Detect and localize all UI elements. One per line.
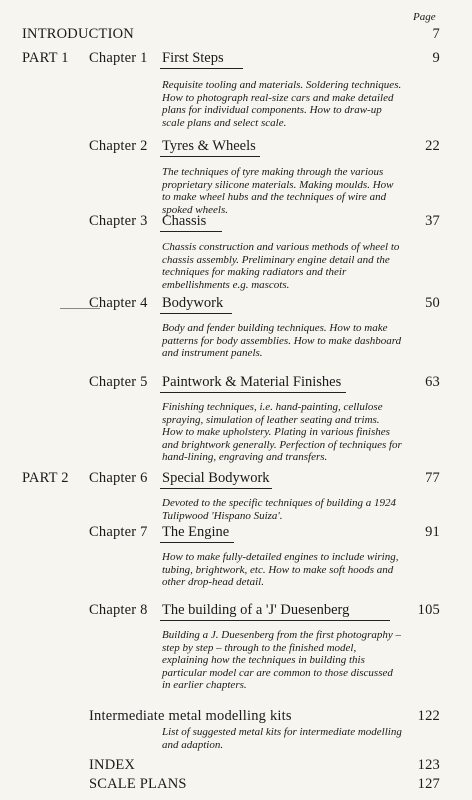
- chapter-4-title-underline: [160, 313, 232, 314]
- chapter-3-title-underline: [160, 231, 222, 232]
- chapter-3-number: Chapter 3: [89, 213, 148, 229]
- chapter-1-number: Chapter 1: [89, 50, 148, 66]
- chapter-4-number: Chapter 4: [89, 295, 148, 311]
- scale-plans-page: 127: [417, 776, 440, 792]
- chapter-2-title: Tyres & Wheels: [162, 138, 256, 154]
- chapter-2-number: Chapter 2: [89, 138, 148, 154]
- chapter-1-page: 9: [432, 50, 440, 66]
- chapter-3-title: Chassis: [162, 213, 207, 229]
- chapter-1-title-underline: [160, 68, 243, 69]
- chapter-6-number: Chapter 6: [89, 470, 148, 486]
- chapter-1-description: Requisite tooling and materials. Soldering techniques. How to photograph real-size cars and make detailed plans for individual components. How to draw-up scale plans and select scale.: [162, 79, 402, 129]
- chapter-5-title: Paintwork & Material Finishes: [162, 374, 342, 390]
- page-column-label: Page: [413, 11, 436, 23]
- chapter-2-page: 22: [425, 138, 440, 154]
- index-page: 123: [417, 757, 440, 773]
- chapter-8-title: The building of a 'J' Duesenberg: [162, 602, 350, 618]
- chapter-2-title-underline: [160, 156, 260, 157]
- chapter-8-title-underline: [160, 620, 390, 621]
- chapter-5-page: 63: [425, 374, 440, 390]
- chapter-5-number: Chapter 5: [89, 374, 148, 390]
- chapter-7-title: The Engine: [162, 524, 230, 540]
- chapter-6-title-underline: [160, 488, 272, 489]
- chapter-7-page: 91: [425, 524, 440, 540]
- scale-plans-label: SCALE PLANS: [89, 776, 187, 792]
- chapter-1-title: First Steps: [162, 50, 224, 66]
- chapter-6-page: 77: [425, 470, 440, 486]
- chapter-8-description: Building a J. Duesenberg from the first photography – step by step – through to the finished model, explaining how the techniques in building this particular model car are common to those discussed in earlier chapters.: [162, 629, 402, 692]
- kits-description: List of suggested metal kits for intermediate modelling and adaption.: [162, 726, 402, 751]
- part-1-label: PART 1: [22, 50, 69, 66]
- chapter-4-page: 50: [425, 295, 440, 311]
- kits-title: Intermediate metal modelling kits: [89, 708, 292, 724]
- chapter-3-description: Chassis construction and various methods of wheel to chassis assembly. Preliminary engine detail and the techniques for making radiators and their embellishments e.g. mascots.: [162, 241, 400, 291]
- chapter-4-description: Body and fender building techniques. How to make patterns for body assemblies. How to make dashboard and instrument panels.: [162, 322, 402, 360]
- chapter-3-page: 37: [425, 213, 440, 229]
- chapter-6-title: Special Bodywork: [162, 470, 270, 486]
- chapter-4-title: Bodywork: [162, 295, 224, 311]
- chapter-5-description: Finishing techniques, i.e. hand-painting, cellulose spraying, simulation of leather seating and trims. How to make upholstery. Plating in various finishes and brightwork generally. Perfection of techniques for hand-lining, engraving and transfers.: [162, 401, 402, 464]
- chapter-6-description: Devoted to the specific techniques of building a 1924 Tulipwood 'Hispano Suiza'.: [162, 497, 397, 522]
- chapter-7-title-underline: [160, 542, 234, 543]
- introduction-label: INTRODUCTION: [22, 26, 134, 42]
- chapter-5-title-underline: [160, 392, 346, 393]
- kits-page: 122: [417, 708, 440, 724]
- part-2-label: PART 2: [22, 470, 69, 486]
- index-label: INDEX: [89, 757, 136, 773]
- chapter-8-page: 105: [417, 602, 440, 618]
- introduction-page: 7: [432, 26, 440, 42]
- chapter-2-description: The techniques of tyre making through the various proprietary silicone materials. Making moulds. How to make wheel hubs and the techniques of wire and spoked wheels.: [162, 166, 394, 216]
- chapter-7-description: How to make fully-detailed engines to include wiring, tubing, brightwork, etc. How to make soft hoods and other drop-head detail.: [162, 551, 399, 589]
- chapter-7-number: Chapter 7: [89, 524, 148, 540]
- chapter-8-number: Chapter 8: [89, 602, 148, 618]
